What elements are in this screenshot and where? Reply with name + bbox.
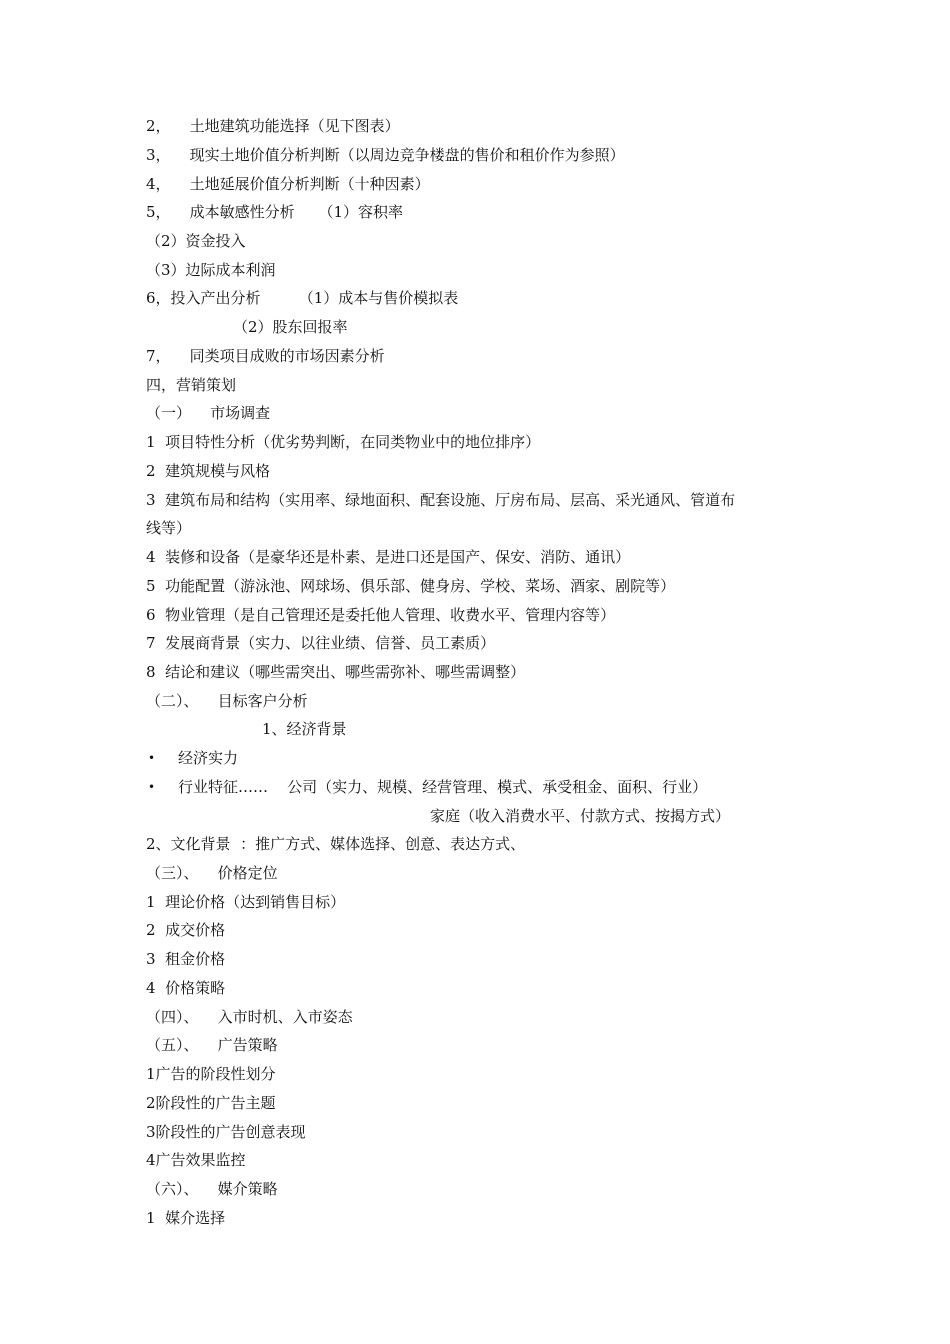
line-function-config: 5 功能配置（游泳池、网球场、俱乐部、健身房、学校、菜场、酒家、剧院等） bbox=[146, 577, 676, 595]
line-land-extension-value: 4， 土地延展价值分析判断（十种因素） bbox=[146, 175, 430, 193]
line-decoration: 4 装修和设备（是豪华还是朴素、是进口还是国产、保安、消防、通讯） bbox=[146, 548, 631, 566]
line-capital-input: （2）资金投入 bbox=[146, 232, 246, 250]
line-building-layout: 3 建筑布局和结构（实用率、绿地面积、配套设施、厅房布局、层高、采光通风、管道布 bbox=[146, 491, 736, 509]
line-building-scale: 2 建筑规模与风格 bbox=[146, 462, 271, 480]
line-media-selection: 1 媒介选择 bbox=[146, 1209, 226, 1227]
line-market-factors: 7， 同类项目成败的市场因素分析 bbox=[146, 347, 385, 365]
line-transaction-price: 2 成交价格 bbox=[146, 921, 226, 939]
line-land-function: 2， 土地建筑功能选择（见下图表） bbox=[146, 117, 400, 135]
line-land-value: 3， 现实土地价值分析判断（以周边竞争楼盘的售价和租价作为参照） bbox=[146, 146, 625, 164]
line-ad-themes: 2阶段性的广告主题 bbox=[146, 1094, 276, 1112]
line-marginal-profit: （3）边际成本利润 bbox=[146, 261, 276, 279]
line-cost-sensitivity: 5， 成本敏感性分析 （1）容积率 bbox=[146, 203, 404, 221]
subsection-ad-strategy: （五）、 广告策略 bbox=[146, 1036, 278, 1054]
line-conclusion: 8 结论和建议（哪些需突出、哪些需弥补、哪些需调整） bbox=[146, 663, 526, 681]
bullet-icon: • bbox=[148, 751, 156, 765]
line-ad-creative: 3阶段性的广告创意表现 bbox=[146, 1123, 306, 1141]
line-cultural-background: 2、文化背景 ：推广方式、媒体选择、创意、表达方式、 bbox=[146, 835, 526, 853]
line-input-output: 6，投入产出分析 （1）成本与售价模拟表 bbox=[146, 289, 459, 307]
subsection-target-customer: （二）、 目标客户分析 bbox=[146, 692, 308, 710]
line-ad-monitoring: 4广告效果监控 bbox=[146, 1151, 246, 1169]
section-heading-marketing: 四，营销策划 bbox=[146, 376, 237, 394]
line-developer-background: 7 发展商背景（实力、以往业绩、信誉、员工素质） bbox=[146, 634, 496, 652]
line-economic-background: 1、经济背景 bbox=[262, 720, 347, 738]
line-theoretical-price: 1 理论价格（达到销售目标） bbox=[146, 893, 346, 911]
subsection-market-research: （一） 市场调查 bbox=[146, 404, 271, 422]
line-building-layout-cont: 线等） bbox=[146, 519, 192, 537]
line-price-strategy: 4 价格策略 bbox=[146, 979, 226, 997]
line-rent-price: 3 租金价格 bbox=[146, 950, 226, 968]
bullet-icon: • bbox=[148, 780, 156, 794]
line-project-analysis: 1 项目特性分析（优劣势判断，在同类物业中的地位排序） bbox=[146, 433, 541, 451]
line-shareholder-return: （2）股东回报率 bbox=[233, 318, 348, 336]
line-property-management: 6 物业管理（是自己管理还是委托他人管理、收费水平、管理内容等） bbox=[146, 606, 616, 624]
subsection-media-strategy: （六）、 媒介策略 bbox=[146, 1180, 278, 1198]
line-ad-phases: 1广告的阶段性划分 bbox=[146, 1065, 276, 1083]
line-family: 家庭（收入消费水平、付款方式、按揭方式） bbox=[430, 807, 731, 825]
subsection-market-entry: （四）、 入市时机、入市姿态 bbox=[146, 1008, 353, 1026]
line-economic-strength: 经济实力 bbox=[178, 749, 239, 767]
subsection-price-positioning: （三）、 价格定位 bbox=[146, 864, 278, 882]
line-industry-features: 行业特征…… 公司（实力、规模、经营管理、模式、承受租金、面积、行业） bbox=[178, 778, 708, 796]
